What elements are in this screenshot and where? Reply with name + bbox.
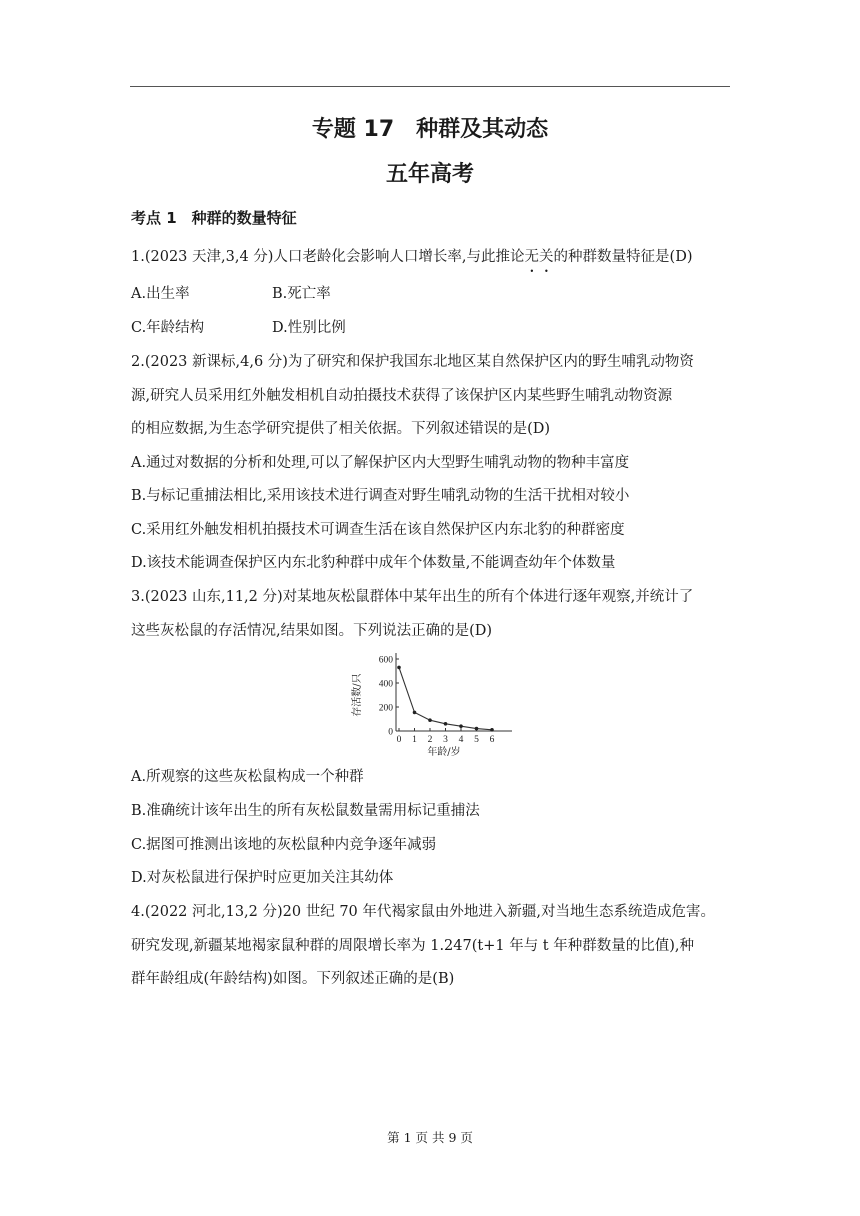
y-tick-label: 600 bbox=[378, 655, 393, 666]
q2-option-b: B.与标记重捕法相比,采用该技术进行调查对野生哺乳动物的生活干扰相对较小 bbox=[131, 488, 630, 504]
data-point bbox=[490, 728, 494, 732]
q3-option-d: D.对灰松鼠进行保护时应更加关注其幼体 bbox=[131, 870, 394, 886]
x-tick-label: 6 bbox=[489, 735, 495, 745]
y-axis-label: 存活数/只 bbox=[352, 673, 363, 717]
x-tick-label: 2 bbox=[427, 735, 433, 745]
q3-stem-line-2: 这些灰松鼠的存活情况,结果如图。下列说法正确的是(D) bbox=[131, 623, 493, 639]
q1-option-a: A.出生率 bbox=[131, 286, 190, 302]
q4-stem-line-1: 4.(2022 河北,13,2 分)20 世纪 70 年代褐家鼠由外地进入新疆,对当地生态系统造成危害。 bbox=[131, 904, 715, 920]
q2-stem-line-2: 源,研究人员采用红外触发相机自动拍摄技术获得了该保护区内某些野生哺乳动物资源 bbox=[131, 388, 673, 404]
q2-stem-line-3: 的相应数据,为生态学研究提供了相关依据。下列叙述错误的是(D) bbox=[131, 421, 551, 437]
data-point bbox=[475, 727, 479, 731]
q1-option-d: D.性别比例 bbox=[272, 320, 346, 336]
q1-stem-suffix: 的种群数量特征是(D) bbox=[553, 249, 693, 265]
q2-option-d: D.该技术能调查保护区内东北豹种群中成年个体数量,不能调查幼年个体数量 bbox=[131, 555, 616, 571]
q1-emphasis-char-2: 关 bbox=[539, 249, 554, 265]
q2-option-c: C.采用红外触发相机拍摄技术可调查生活在该自然保护区内东北豹的种群密度 bbox=[131, 522, 625, 538]
page-title: 专题 17 种群及其动态 bbox=[311, 117, 549, 142]
data-point bbox=[413, 711, 417, 715]
q3-option-a: A.所观察的这些灰松鼠构成一个种群 bbox=[131, 769, 364, 785]
page-subtitle: 五年高考 bbox=[385, 162, 474, 187]
q3-option-b: B.准确统计该年出生的所有灰松鼠数量需用标记重捕法 bbox=[131, 803, 480, 819]
q3-stem-line-1: 3.(2023 山东,11,2 分)对某地灰松鼠群体中某年出生的所有个体进行逐年观察,并统计了 bbox=[131, 589, 694, 605]
survival-line bbox=[399, 667, 492, 729]
q3-option-c: C.据图可推测出该地的灰松鼠种内竞争逐年减弱 bbox=[131, 837, 437, 853]
section-heading: 考点 1 种群的数量特征 bbox=[131, 209, 297, 227]
q1-stem-prefix: 1.(2023 天津,3,4 分)人口老龄化会影响人口增长率,与此推论 bbox=[131, 249, 525, 265]
y-tick-label: 200 bbox=[378, 703, 393, 714]
x-axis-label: 年龄/岁 bbox=[427, 747, 461, 758]
q4-stem-line-2: 研究发现,新疆某地褐家鼠种群的周限增长率为 1.247(t+1 年与 t 年种群数量的比值),种 bbox=[131, 938, 695, 954]
q1-option-b: B.死亡率 bbox=[272, 286, 331, 302]
data-point bbox=[397, 666, 401, 670]
x-tick-label: 0 bbox=[396, 735, 402, 745]
q4-stem-line-3: 群年龄组成(年龄结构)如图。下列叙述正确的是(B) bbox=[131, 971, 455, 987]
q1-option-c: C.年龄结构 bbox=[131, 320, 205, 336]
survival-chart bbox=[350, 648, 520, 758]
page-footer: 第 1 页 共 9 页 bbox=[387, 1130, 473, 1145]
q2-option-a: A.通过对数据的分析和处理,可以了解保护区内大型野生哺乳动物的物种丰富度 bbox=[131, 455, 630, 471]
q2-stem-line-1: 2.(2023 新课标,4,6 分)为了研究和保护我国东北地区某自然保护区内的野生哺乳动物资 bbox=[131, 354, 694, 370]
data-point bbox=[444, 722, 448, 726]
x-tick-label: 5 bbox=[474, 735, 479, 745]
x-tick-label: 4 bbox=[458, 735, 464, 745]
x-tick-label: 1 bbox=[412, 735, 417, 745]
x-tick-label: 3 bbox=[443, 735, 448, 745]
header-rule bbox=[130, 86, 730, 87]
data-point bbox=[428, 718, 432, 722]
data-point bbox=[459, 724, 463, 728]
q1-stem bbox=[131, 245, 693, 266]
y-tick-label: 0 bbox=[388, 727, 393, 738]
q1-emphasis-char-1: 无 bbox=[524, 249, 540, 265]
y-tick-label: 400 bbox=[378, 679, 393, 690]
